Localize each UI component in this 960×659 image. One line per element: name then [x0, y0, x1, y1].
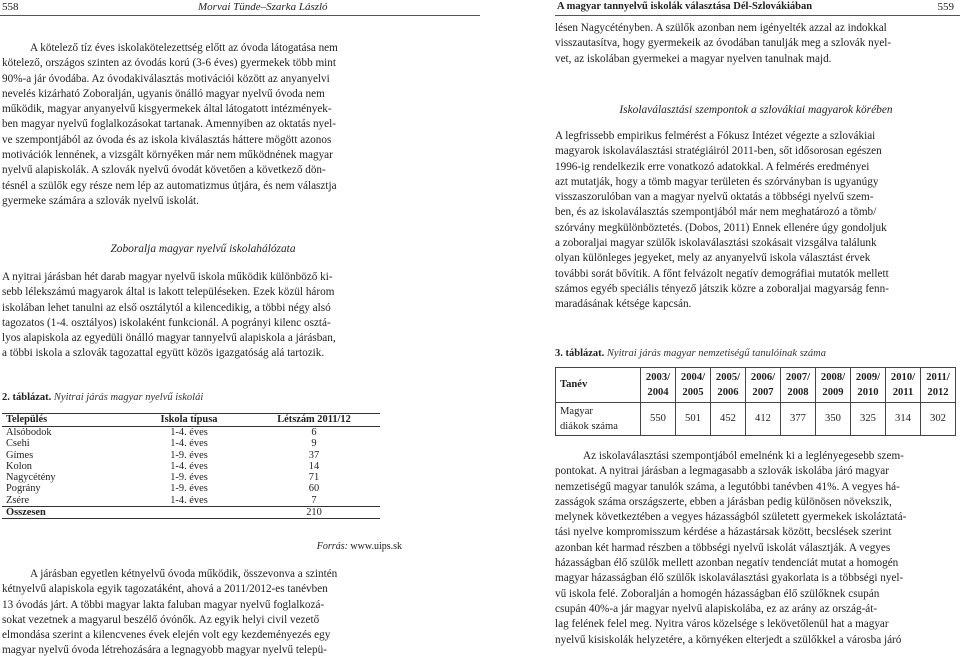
paragraph-line: zasságok száma országszerte, ebben a járásban pedig különösen növekszik, [555, 495, 892, 508]
table-row [2, 461, 380, 472]
table-cell: Alsóbodok [6, 427, 52, 438]
left-page-number: 558 [2, 1, 19, 13]
table-cell: 377 [781, 403, 816, 436]
paragraph-line: kétnyelvű alapiskola egyik tagozatáként, ahová a 2011/2012-es tanévben [2, 583, 328, 596]
right-header-rule [555, 15, 960, 16]
table3-wrapper [555, 367, 957, 436]
table-cell: 302 [921, 403, 956, 436]
right-running-title: A magyar tannyelvű iskolák választása Dél-Szlovákiában [557, 1, 813, 12]
table2-caption-number: 2. táblázat. [2, 392, 52, 403]
table2-source [2, 539, 404, 554]
paragraph-line: vű iskola felé. Zoboralján a homogén házasságban élő szülőknek csupán [555, 587, 880, 600]
paragraph-line: gyermeke számára a szlovák nyelvű iskolát. [2, 194, 199, 207]
table-header-cell: 2004/ 2005 [676, 368, 711, 403]
paragraph-line: ben, és az iskolaválasztás szempontjából már nem meghatározó a tömb/ [555, 206, 877, 219]
table-header-cell: Létszám 2011/12 [248, 414, 380, 427]
paragraph-line: olyan különleges jegyeket, mely az anyanyelvű iskola választást érvek [555, 252, 871, 265]
right-page-number: 559 [937, 1, 954, 13]
table-total-value: 210 [248, 507, 380, 519]
right-paragraph-2 [555, 129, 957, 313]
paragraph-line: nyelvű kisiskolák helyzetére, a környéken elterjedt a szülőkkel a városba járó [555, 633, 902, 646]
table-cell: 37 [308, 449, 320, 461]
paragraph-line: azonban két harmad részben a többségi nyelvű iskolát választják. A vegyes [555, 541, 891, 554]
table-row [2, 495, 380, 507]
left-running-header [0, 0, 480, 14]
table-cell: Gímes [6, 449, 34, 461]
table-cell: 60 [308, 483, 320, 495]
paragraph-line: A kötelező tíz éves iskolakötelezettség előtt az óvoda látogatása nem [30, 42, 338, 54]
paragraph-line: nemzetiségű magyar tanulók száma, a legutóbbi tanévben 41%. A vegyes há- [555, 480, 900, 493]
table2-caption-title: Nyitrai járás magyar nyelvű iskolái [53, 392, 204, 403]
paragraph-line: további sorát bővítik. A főnt felvázolt negatív demográfiai mutatók mellett [555, 267, 889, 280]
paragraph-line: lyos alapiskola az egyedüli önálló magyar tannyelvű alapiskola a járásban, [2, 332, 336, 345]
table-row [2, 472, 380, 483]
table-cell: 6 [311, 427, 317, 438]
paragraph-line: működik, magyar anyanyelvű kisgyermekek által látogatott intézmények- [2, 103, 332, 116]
table-cell: 1-4. éves [170, 494, 208, 506]
left-paragraph-3 [2, 567, 404, 659]
paragraph-line: Az iskolaválasztási szempontjából emelnénk ki a leglényegesebb szem- [583, 450, 904, 462]
table-cell: 325 [851, 403, 886, 436]
table-header-cell: 2005/ 2006 [711, 368, 746, 403]
paragraph-line: a többi iskola a szlovák tagozattal együtt közös igazgatóság alá tartozik. [2, 347, 325, 360]
table-header-row [556, 368, 956, 403]
left-section-heading [2, 242, 404, 257]
table-cell: 1-9. éves [170, 449, 208, 461]
paragraph-line: nyelvű alapiskolák. A szlovák nyelvű óvodát követően a következő dön- [2, 164, 326, 177]
paragraph-line: ve szempontjából az óvoda és az iskola kiválasztás háttere mögött azonos [2, 133, 332, 146]
table-header-row [2, 414, 380, 427]
paragraph-line: pontokat. A nyitrai járásban a legmagasabb a szlovák iskolába járó magyar [555, 465, 889, 478]
section-title: Zoboralja magyar nyelvű iskolahálózata [110, 243, 296, 255]
table-cell: 71 [308, 472, 320, 484]
right-section-heading [555, 103, 957, 118]
paragraph-line: elmondása szerint a kilencvenes évek elején volt egy kezdeményezés egy [2, 629, 331, 642]
table-cell: 9 [311, 438, 317, 450]
table-cell: Kolon [6, 460, 32, 472]
table-cell: Nagycétény [6, 472, 56, 484]
right-paragraph-1 [555, 21, 957, 67]
paragraph-line: tagozatos (1-4. osztályos) iskolaként funkcionál. A pogrányi kilenc osztá- [2, 316, 331, 329]
table-header-cell: 2008/ 2009 [816, 368, 851, 403]
paragraph-line: magyar nyelvű óvoda létrehozására a legnagyobb magyar nyelvű telepü- [2, 644, 327, 657]
source-value: www.uips.sk [350, 541, 402, 552]
table-header-cell: 2011/ 2012 [921, 368, 956, 403]
table-cell: Csehi [6, 438, 30, 450]
paragraph-line: visszaszorulóban van a magyar nyelvű oktatás a többségi nyelvű szem- [555, 191, 874, 204]
table-cell: 7 [311, 494, 317, 506]
paragraph-line: csupán 40%-a jár magyar nyelvű alapiskolába, ez az arány az ország-át- [555, 602, 878, 615]
table-cell: 1-4. éves [170, 427, 208, 438]
table-header-cell: 2003/ 2004 [641, 368, 676, 403]
paragraph-line: vet, az iskolában gyermekei a magyar nyelven tanulnak majd. [555, 52, 832, 65]
paragraph-line: A nyitrai járásban hét darab magyar nyelvű iskola működik különböző ki- [2, 271, 333, 283]
paragraph-line: házasságban élő szülők mellett azonban negatív tendenciát mutat a homogén [555, 557, 899, 570]
table-header-cell: Iskola típusa [130, 414, 248, 427]
paragraph-line: maradásának kétsége kapcsán. [555, 298, 692, 311]
table-row [2, 483, 380, 494]
table-row-label: Magyar diákok száma [556, 403, 641, 436]
paragraph-line: magyarok iskolaválasztási stratégiáiról 2011-ben, sőt idősorosan egészen [555, 145, 882, 158]
paragraph-line: sokat vezetnek a magyarul beszélő óvónők. Az egyik helyi civil vezető [2, 613, 320, 626]
table-cell: 452 [711, 403, 746, 436]
table-row [2, 450, 380, 461]
table-cell: 350 [816, 403, 851, 436]
table-cell: 501 [676, 403, 711, 436]
left-paragraph-1 [2, 41, 404, 209]
paragraph-line: tésnél a szülők egy része nem lép az automatizmus útjára, és nem választja [2, 179, 337, 192]
paragraph-line: 13 óvodás járt. A többi magyar lakta faluban magyar nyelvű foglalkozá- [2, 598, 325, 611]
table-cell: 1-4. éves [170, 460, 208, 472]
table-header-cell: Tanév [556, 368, 641, 403]
paragraph-line: sebb lélekszámú magyarok által is lakott településeken. Ezek közül három [2, 286, 335, 299]
table-cell: Zsére [6, 494, 30, 506]
table-cell: 550 [641, 403, 676, 436]
table-header-cell: 2007/ 2008 [781, 368, 816, 403]
table-row [556, 403, 956, 436]
table-cell [130, 507, 248, 519]
table3-caption [555, 346, 957, 361]
paragraph-line: A legfrissebb empirikus felmérést a Fókusz Intézet végezte a szlovákiai [555, 130, 876, 142]
paragraph-line: 1996-ig rendelkezik erre vonatkozó adatokkal. A felmérés eredményei [555, 160, 870, 173]
left-paragraph-2 [2, 270, 404, 362]
paragraph-line: 90%-a jár óvodába. Az óvodakiválasztás motivációi között az anyanyelvi [2, 72, 330, 85]
paragraph-line: tási nyelve kompromisszum kérdése a házastársak között, becslések szerint [555, 526, 892, 539]
right-paragraph-3 [555, 449, 957, 648]
table-header-cell: 2010/ 2011 [886, 368, 921, 403]
table-header-cell: Település [2, 414, 130, 427]
source-note [2, 539, 402, 554]
table-cell: 1-4. éves [170, 438, 208, 450]
table-cell: 1-9. éves [170, 483, 208, 495]
table-cell: Pográny [6, 483, 41, 495]
table-cell: 14 [308, 460, 320, 472]
table3-caption-number: 3. táblázat. [555, 348, 605, 359]
table-cell: 314 [886, 403, 921, 436]
paragraph-line: ben magyar nyelvű foglalkozásokat tartanak. Amennyiben az oktatás nyel- [2, 118, 336, 131]
table-header-cell: 2006/ 2007 [746, 368, 781, 403]
paragraph-line: kötelező, országos szinten az óvodás korú (3-6 éves) gyermekek több mint [2, 57, 336, 70]
paragraph-line: számos egyéb speciális tényező játszik közre a zoboraljai magyarság fenn- [555, 282, 889, 295]
paragraph-line: A járásban egyetlen kétnyelvű óvoda működik, összevonva a szintén [30, 568, 338, 580]
paragraph-line: a zoboraljai magyar szülők iskolaválasztási szokásait vizsgálva találunk [555, 237, 877, 250]
paragraph-line: szórvány megkülönböztetés. (Dobos, 2011) Ennek ellenére úgy gondoljuk [555, 221, 887, 234]
paragraph-line: azt mutatják, hogy a tömb magyar területen és szórványban is ugyanúgy [555, 175, 879, 188]
section-title: Iskolaválasztási szempontok a szlovákiai magyarok körében [619, 104, 893, 116]
table2-wrapper [2, 413, 404, 519]
table-total-row [2, 507, 380, 519]
left-running-title: Morvai Tünde–Szarka László [198, 1, 328, 13]
paragraph-line: motivációk lennének, a vizsgált környéken már nem működnének magyar [2, 149, 333, 162]
table-header-cell: 2009/ 2010 [851, 368, 886, 403]
paragraph-line: nevelés kizárható Zoboralján, ugyanis önálló magyar nyelvű óvoda nem [2, 87, 325, 100]
table-row [2, 427, 380, 439]
table2 [2, 413, 380, 519]
paragraph-line: melynek következtében a vegyes házasságból született gyermekek iskoláztatá- [555, 511, 907, 524]
table-cell: 412 [746, 403, 781, 436]
table2-caption [2, 390, 404, 405]
table3-caption-title: Nyitrai járás magyar nemzetiségű tanulóinak száma [606, 348, 826, 359]
table-total-label: Összesen [2, 507, 130, 519]
table-cell: 1-9. éves [170, 472, 208, 484]
paragraph-line: magyar házasságban élő szülők iskolaválasztási gyakorlata is a többségi nyel- [555, 572, 904, 585]
paragraph-line: iskolában lehet tanulni az első osztálytól a kilencedikig, a többi négy alsó [2, 301, 331, 314]
paragraph-line: visszautasítva, hogy gyermekeik az óvodában tanulják meg a szlovák nyel- [555, 37, 892, 50]
right-running-header [480, 0, 960, 14]
left-header-rule [0, 15, 480, 16]
table3 [555, 367, 956, 436]
source-label: Forrás: [316, 541, 348, 552]
paragraph-line: lag felének felel meg. Nyitra város közelsége s lekövetőlenül hat a magyar [555, 618, 889, 631]
table-row [2, 438, 380, 449]
paragraph-line: lésen Nagycétényben. A szülők azonban nem igényelték azzal az indokkal [555, 22, 887, 34]
right-page [480, 0, 960, 659]
